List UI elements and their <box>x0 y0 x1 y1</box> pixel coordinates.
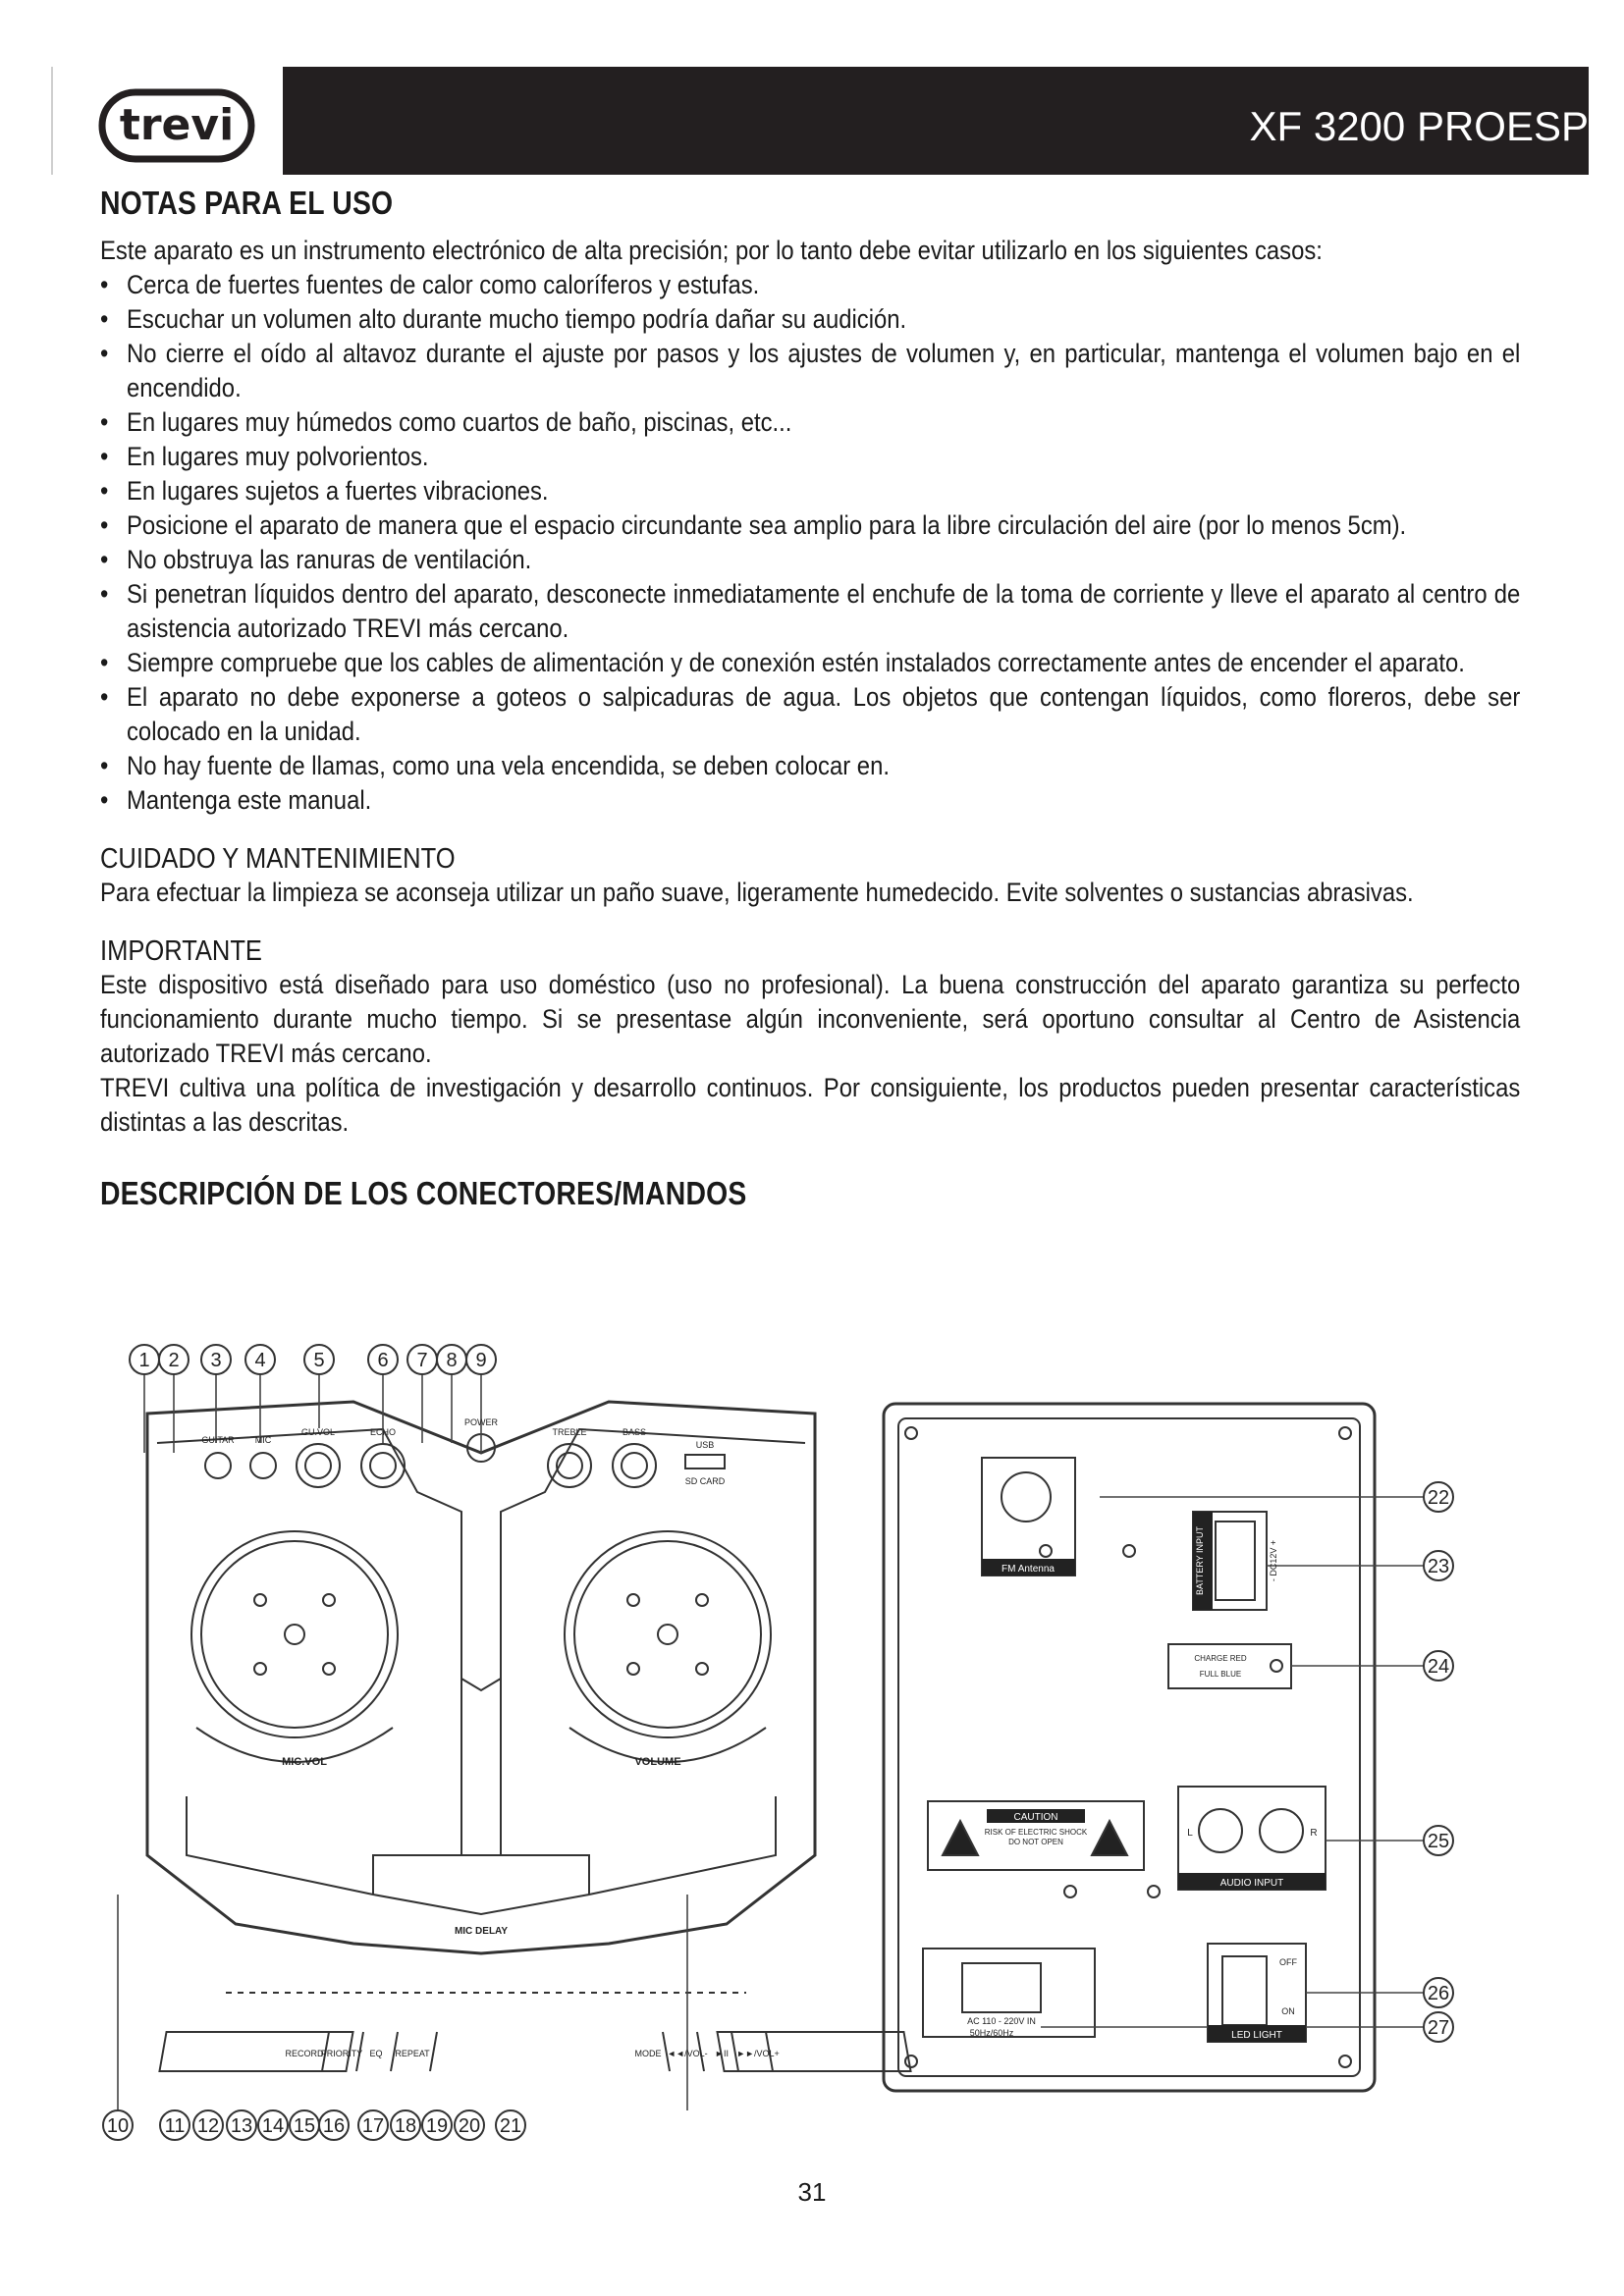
callout-number: 17 <box>361 2115 385 2137</box>
label-echo: ECHO <box>369 1427 397 1437</box>
label-power: POWER <box>463 1417 499 1427</box>
label-caution: CAUTION <box>1013 1812 1058 1823</box>
important-title: IMPORTANTE <box>100 935 262 967</box>
notes-item: • El aparato no debe exponerse a goteos o salpicaduras de agua. Los objetos que contengan líquidos, como floreros, debe ser colocado en la unidad. <box>100 680 1520 749</box>
label-prev-vol: ◄◄/VOL- <box>667 2049 708 2058</box>
important-text-1: Este dispositivo está diseñado para uso doméstico (uso no profesional). La buena construcción del aparato garantiza su perfecto funcionamiento durante mucho tiempo. Si se presentase algún inconveniente, será oportuno consultar al Centro de Asistencia autorizado TREVI más cercano. <box>100 970 1521 1068</box>
label-ac-line1: AC 110 - 220V IN <box>967 2016 1036 2026</box>
trevi-logo <box>98 86 255 165</box>
guitar-jack[interactable] <box>205 1453 231 1478</box>
logo-text: trevi <box>119 100 235 150</box>
guitar-volume-knob[interactable] <box>297 1444 340 1487</box>
callout-number: 12 <box>196 2115 220 2137</box>
callout-number: 15 <box>293 2115 316 2137</box>
callout-number: 14 <box>261 2115 285 2137</box>
important-text-2: TREVI cultiva una política de investigación y desarrollo continuos. Por consiguiente, los productos pueden presentar características distintas a las descritas. <box>100 1073 1521 1137</box>
notes-title: NOTAS PARA EL USO <box>100 185 394 221</box>
charge-led <box>1271 1660 1282 1672</box>
callout-number: 8 <box>446 1350 458 1371</box>
label-fm-antenna: FM Antenna <box>1001 1564 1055 1575</box>
label-left: L <box>1187 1828 1193 1839</box>
led-light-switch[interactable] <box>1222 1956 1267 2025</box>
label-treble: TREBLE <box>552 1427 587 1437</box>
label-next-vol: ►►/VOL+ <box>736 2049 780 2058</box>
callout-number: 23 <box>1427 1556 1450 1577</box>
label-led-light: LED LIGHT <box>1231 2030 1282 2041</box>
treble-knob[interactable] <box>548 1444 591 1487</box>
label-mic: MIC <box>254 1435 272 1445</box>
notes-item: • Escuchar un volumen alto durante mucho tiempo podría dañar su audición. <box>100 302 1520 337</box>
callout-number: 25 <box>1427 1831 1450 1852</box>
fm-antenna-jack[interactable] <box>1001 1472 1051 1522</box>
label-battery-input: BATTERY INPUT <box>1195 1525 1205 1596</box>
left-speaker <box>191 1531 398 1737</box>
callout-number: 5 <box>313 1350 325 1371</box>
page-number: 31 <box>797 2177 827 2207</box>
notes-item: • No cierre el oído al altavoz durante el ajuste por pasos y los ajustes de volumen y, en particular, mantenga el volumen bajo en el encendido. <box>100 337 1520 405</box>
audio-input-left-jack[interactable] <box>1199 1809 1242 1852</box>
charge-led-box <box>1168 1644 1291 1688</box>
callout-number: 10 <box>106 2115 130 2137</box>
notes-item: • No hay fuente de llamas, como una vela encendida, se deben colocar en. <box>100 749 1520 783</box>
trevi-logo-mark <box>98 86 255 165</box>
callout-number: 13 <box>230 2115 253 2137</box>
callout-number: 21 <box>499 2115 522 2137</box>
callout-number: 16 <box>322 2115 346 2137</box>
callout-number: 19 <box>425 2115 449 2137</box>
callout-number: 24 <box>1427 1656 1450 1678</box>
page-content <box>100 185 1520 1212</box>
notes-list-wrap <box>100 268 1520 818</box>
label-bass: BASS <box>622 1427 647 1437</box>
label-micdelay: MIC DELAY <box>454 1926 509 1937</box>
notes-item: • En lugares sujetos a fuertes vibraciones. <box>100 474 1520 508</box>
notes-item: • Mantenga este manual. <box>100 783 1520 818</box>
label-dc12v: - DC12V + <box>1269 1539 1278 1582</box>
usb-port[interactable] <box>685 1455 725 1468</box>
label-micvol: MIC.VOL <box>282 1756 327 1768</box>
mic-jack[interactable] <box>250 1453 276 1478</box>
label-right: R <box>1310 1828 1318 1839</box>
label-guvol: GU.VOL <box>300 1427 336 1437</box>
model-name: XF 3200 PROESP <box>1249 103 1589 149</box>
notes-item: • Cerca de fuertes fuentes de calor como caloríferos y estufas. <box>100 268 1520 302</box>
callout-number: 26 <box>1427 1983 1450 2004</box>
callout-number: 3 <box>210 1350 222 1371</box>
callout-number: 6 <box>377 1350 389 1371</box>
front-panel <box>147 1402 911 2071</box>
fm-antenna-block <box>982 1458 1075 1575</box>
label-priority: PRIORITY <box>320 2049 363 2058</box>
battery-input-socket[interactable] <box>1216 1522 1255 1600</box>
label-volume: VOLUME <box>634 1756 681 1768</box>
margin-rule <box>51 67 53 175</box>
audio-input-right-jack[interactable] <box>1260 1809 1303 1852</box>
label-play: ►II <box>715 2049 729 2058</box>
label-guitar: GUITAR <box>201 1435 235 1445</box>
notes-item: • Posicione el aparato de manera que el espacio circundante sea amplio para la libre circulación del aire (por lo menos 5cm). <box>100 508 1520 543</box>
connectors-title: DESCRIPCIÓN DE LOS CONECTORES/MANDOS <box>100 1175 747 1211</box>
header-bar <box>283 67 1589 175</box>
echo-knob[interactable] <box>361 1444 405 1487</box>
label-mode: MODE <box>634 2049 662 2058</box>
notes-item: • En lugares muy húmedos como cuartos de baño, piscinas, etc... <box>100 405 1520 440</box>
connectors-diagram <box>98 1306 1571 2189</box>
callout-number: 27 <box>1427 2017 1450 2039</box>
connectors-diagram-svg <box>98 1306 1571 2189</box>
bass-knob[interactable] <box>613 1444 656 1487</box>
notes-intro: Este aparato es un instrumento electrónico de alta precisión; por lo tanto debe evitar utilizarlo en los siguientes casos: <box>100 236 1323 265</box>
notes-item: • Siempre compruebe que los cables de alimentación y de conexión estén instalados correctamente antes de encender el aparato. <box>100 646 1520 680</box>
care-text: Para efectuar la limpieza se aconseja utilizar un paño suave, ligeramente humedecido. Evite solventes o sustancias abrasivas. <box>100 878 1414 907</box>
notes-item: • En lugares muy polvorientos. <box>100 440 1520 474</box>
notes-item: • Si penetran líquidos dentro del aparato, desconecte inmediatamente el enchufe de la toma de corriente y lleve el aparato al centro de asistencia autorizado TREVI más cercano. <box>100 577 1520 646</box>
right-speaker <box>565 1531 771 1737</box>
notes-item: • No obstruya las ranuras de ventilación. <box>100 543 1520 577</box>
callout-number: 20 <box>458 2115 481 2137</box>
label-sdcard: SD CARD <box>684 1476 726 1486</box>
ac-inlet-socket[interactable] <box>962 1963 1041 2012</box>
callout-number: 22 <box>1427 1487 1450 1509</box>
label-full-blue: FULL BLUE <box>1199 1670 1242 1679</box>
callout-number: 9 <box>475 1350 487 1371</box>
label-audio-input: AUDIO INPUT <box>1219 1878 1284 1889</box>
label-caution-line1: RISK OF ELECTRIC SHOCK <box>984 1828 1088 1837</box>
label-eq: EQ <box>369 2049 383 2058</box>
label-charge-red: CHARGE RED <box>1194 1654 1247 1663</box>
label-off: OFF <box>1279 1957 1297 1967</box>
callout-number: 11 <box>164 2115 186 2137</box>
callout-number: 2 <box>168 1350 180 1371</box>
label-caution-line2: DO NOT OPEN <box>1008 1838 1063 1846</box>
notes-list <box>100 268 1520 818</box>
callout-number: 1 <box>138 1350 150 1371</box>
label-usb: USB <box>695 1440 715 1450</box>
callout-number: 18 <box>394 2115 417 2137</box>
label-on: ON <box>1281 2006 1295 2016</box>
care-title: CUIDADO Y MANTENIMIENTO <box>100 843 456 875</box>
label-repeat: REPEAT <box>395 2049 430 2058</box>
label-record: RECORD <box>285 2049 324 2058</box>
label-ac-line2: 50Hz/60Hz <box>969 2028 1014 2038</box>
callout-number: 7 <box>416 1350 428 1371</box>
rear-panel <box>884 1404 1375 2091</box>
callout-number: 4 <box>254 1350 266 1371</box>
